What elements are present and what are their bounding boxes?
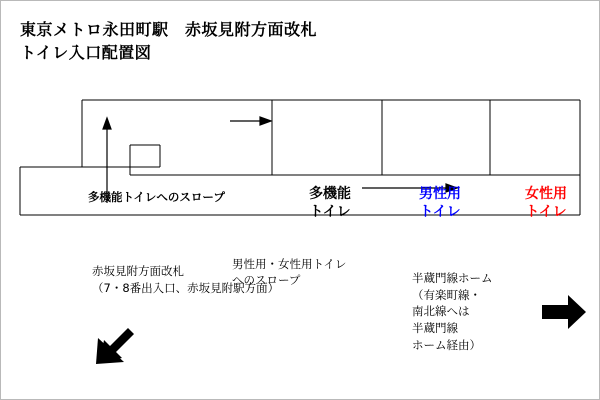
slope-label-multi-purpose: 多機能トイレへのスロープ <box>88 190 225 204</box>
arrow-down-left-icon <box>88 322 134 368</box>
annotation-line-4: 半蔵門線 <box>412 321 458 336</box>
title-line-1: 東京メトロ永田町駅 赤坂見附方面改札 <box>20 20 318 39</box>
room-label-multi-purpose-toilet <box>282 185 378 221</box>
arrow-right-icon <box>542 292 588 332</box>
annotation-line-3: 南北線へは <box>412 304 470 319</box>
annotation-line-1: 半蔵門線ホーム <box>412 271 493 285</box>
annotation-ticket-gate <box>92 263 279 296</box>
annotation-hanzomon-platform <box>412 270 493 353</box>
room-label-mens-toilet <box>392 185 488 221</box>
room-label-line-2: トイレ <box>525 204 567 221</box>
annotation-line-2: （有楽町線・ <box>412 287 481 302</box>
room-label-line-1: 多機能 <box>309 186 351 202</box>
slope-label-line-1: 男性用・女性用トイレ <box>232 257 347 271</box>
room-label-line-1: 男性用 <box>419 186 461 202</box>
room-label-womens-toilet <box>500 185 592 221</box>
room-label-line-2: トイレ <box>419 204 461 221</box>
page-title <box>20 18 317 64</box>
slope-label-line-2: へのスロープ <box>232 272 301 287</box>
room-label-line-2: トイレ <box>309 204 351 221</box>
annotation-line-5: ホーム経由） <box>412 337 481 352</box>
annotation-line-1: 赤坂見附方面改札 <box>92 264 184 278</box>
room-label-line-1: 女性用 <box>525 186 567 202</box>
title-line-2: トイレ入口配置図 <box>20 43 152 63</box>
annotation-line-2: （7・8番出入口、赤坂見附駅方面） <box>92 280 280 295</box>
